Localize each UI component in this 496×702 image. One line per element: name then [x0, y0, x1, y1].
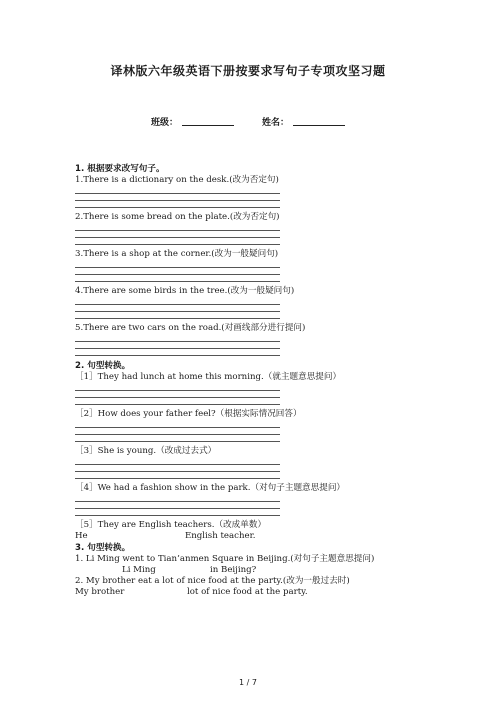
- answer-line[interactable]: [75, 428, 280, 435]
- answer-line[interactable]: [75, 298, 280, 305]
- question-block: [75, 286, 415, 319]
- question-block: [75, 446, 415, 479]
- section-heading: 3. 句型转换。: [75, 543, 131, 553]
- page-number: 1 / 7: [239, 678, 257, 687]
- answer-line[interactable]: [75, 268, 280, 275]
- answer-lines[interactable]: [75, 421, 415, 442]
- answer-line[interactable]: [75, 335, 280, 342]
- page-title: 译林版六年级英语下册按要求写句子专项攻坚习题: [110, 64, 386, 78]
- exercise-content: [75, 163, 415, 598]
- answer-lines[interactable]: [75, 384, 415, 405]
- question-text: 4.There are some birds in the tree.(改为一般疑问句): [75, 286, 295, 296]
- answer-line[interactable]: [75, 231, 280, 238]
- question-block: [75, 483, 415, 516]
- answer-line[interactable]: [75, 398, 280, 405]
- answer-lines[interactable]: [75, 261, 415, 282]
- question-text: ［4］We had a fashion show in the park.（对句子主题意思提问）: [75, 483, 346, 493]
- question-block: [75, 175, 415, 208]
- answer-line[interactable]: [75, 502, 280, 509]
- answer-lines[interactable]: [75, 495, 415, 516]
- name-blank[interactable]: [293, 115, 345, 126]
- answer-line[interactable]: [75, 261, 280, 268]
- fill-in-answer[interactable]: [75, 531, 415, 542]
- section-heading: 1. 根据要求改写句子。: [75, 164, 165, 174]
- answer-line[interactable]: [75, 194, 280, 201]
- answer-part: lot of nice food at the party.: [187, 587, 308, 597]
- answer-line[interactable]: [75, 224, 280, 231]
- answer-lines[interactable]: [75, 298, 415, 319]
- question-text: ［2］How does your father feel?（根据实际情况回答）: [75, 409, 302, 419]
- class-blank[interactable]: [182, 115, 234, 126]
- answer-lines[interactable]: [75, 224, 415, 245]
- answer-line[interactable]: [75, 472, 280, 479]
- answer-line[interactable]: [75, 349, 280, 356]
- question-text: 3.There is a shop at the corner.(改为一般疑问句): [75, 249, 279, 259]
- fill-in-answer[interactable]: [75, 587, 415, 598]
- answer-line[interactable]: [75, 509, 280, 516]
- answer-lines[interactable]: [75, 187, 415, 208]
- answer-line[interactable]: [75, 275, 280, 282]
- question-text: 2.There is some bread on the plate.(改为否定句): [75, 212, 280, 222]
- question-block: [75, 212, 415, 245]
- answer-line[interactable]: [75, 495, 280, 502]
- answer-line[interactable]: [75, 305, 280, 312]
- answer-part: in Beijing?: [210, 565, 257, 575]
- answer-prefix: He: [75, 531, 88, 541]
- answer-line[interactable]: [75, 391, 280, 398]
- answer-line[interactable]: [75, 421, 280, 428]
- question-block: [75, 372, 415, 405]
- question-text: ［5］They are English teachers.（改成单数）: [75, 520, 267, 530]
- answer-part: My brother: [75, 587, 125, 597]
- section-heading: 2. 句型转换。: [75, 361, 131, 371]
- question-text: 1. Li Ming went to Tian’anmen Square in Beijing.(对句子主题意思提问): [75, 554, 375, 564]
- question-text: ［1］They had lunch at home this morning.（就主题意思提问）: [75, 372, 342, 382]
- answer-line[interactable]: [75, 312, 280, 319]
- answer-part: Li Ming: [122, 565, 156, 575]
- class-label: 班级：: [151, 118, 179, 128]
- question-block: [75, 249, 415, 282]
- answer-line[interactable]: [75, 435, 280, 442]
- question-block: [75, 323, 415, 356]
- answer-lines[interactable]: [75, 458, 415, 479]
- question-block: [75, 520, 415, 542]
- answer-line[interactable]: [75, 384, 280, 391]
- question-text: 2. My brother eat a lot of nice food at the party.(改为一般过去时): [75, 576, 350, 586]
- answer-line[interactable]: [75, 342, 280, 349]
- question-text: 1.There is a dictionary on the desk.(改为否定句): [75, 175, 279, 185]
- question-block: [75, 409, 415, 442]
- answer-line[interactable]: [75, 238, 280, 245]
- answer-line[interactable]: [75, 187, 280, 194]
- answer-line[interactable]: [75, 465, 280, 472]
- answer-line[interactable]: [75, 201, 280, 208]
- name-label: 姓名：: [262, 118, 290, 128]
- answer-suffix: English teacher.: [185, 531, 256, 541]
- fill-in-answer[interactable]: [75, 565, 415, 576]
- answer-lines[interactable]: [75, 335, 415, 356]
- question-text: 5.There are two cars on the road.(对画线部分进行提问): [75, 323, 306, 333]
- answer-line[interactable]: [75, 458, 280, 465]
- question-text: ［3］She is young.（改成过去式）: [75, 446, 217, 456]
